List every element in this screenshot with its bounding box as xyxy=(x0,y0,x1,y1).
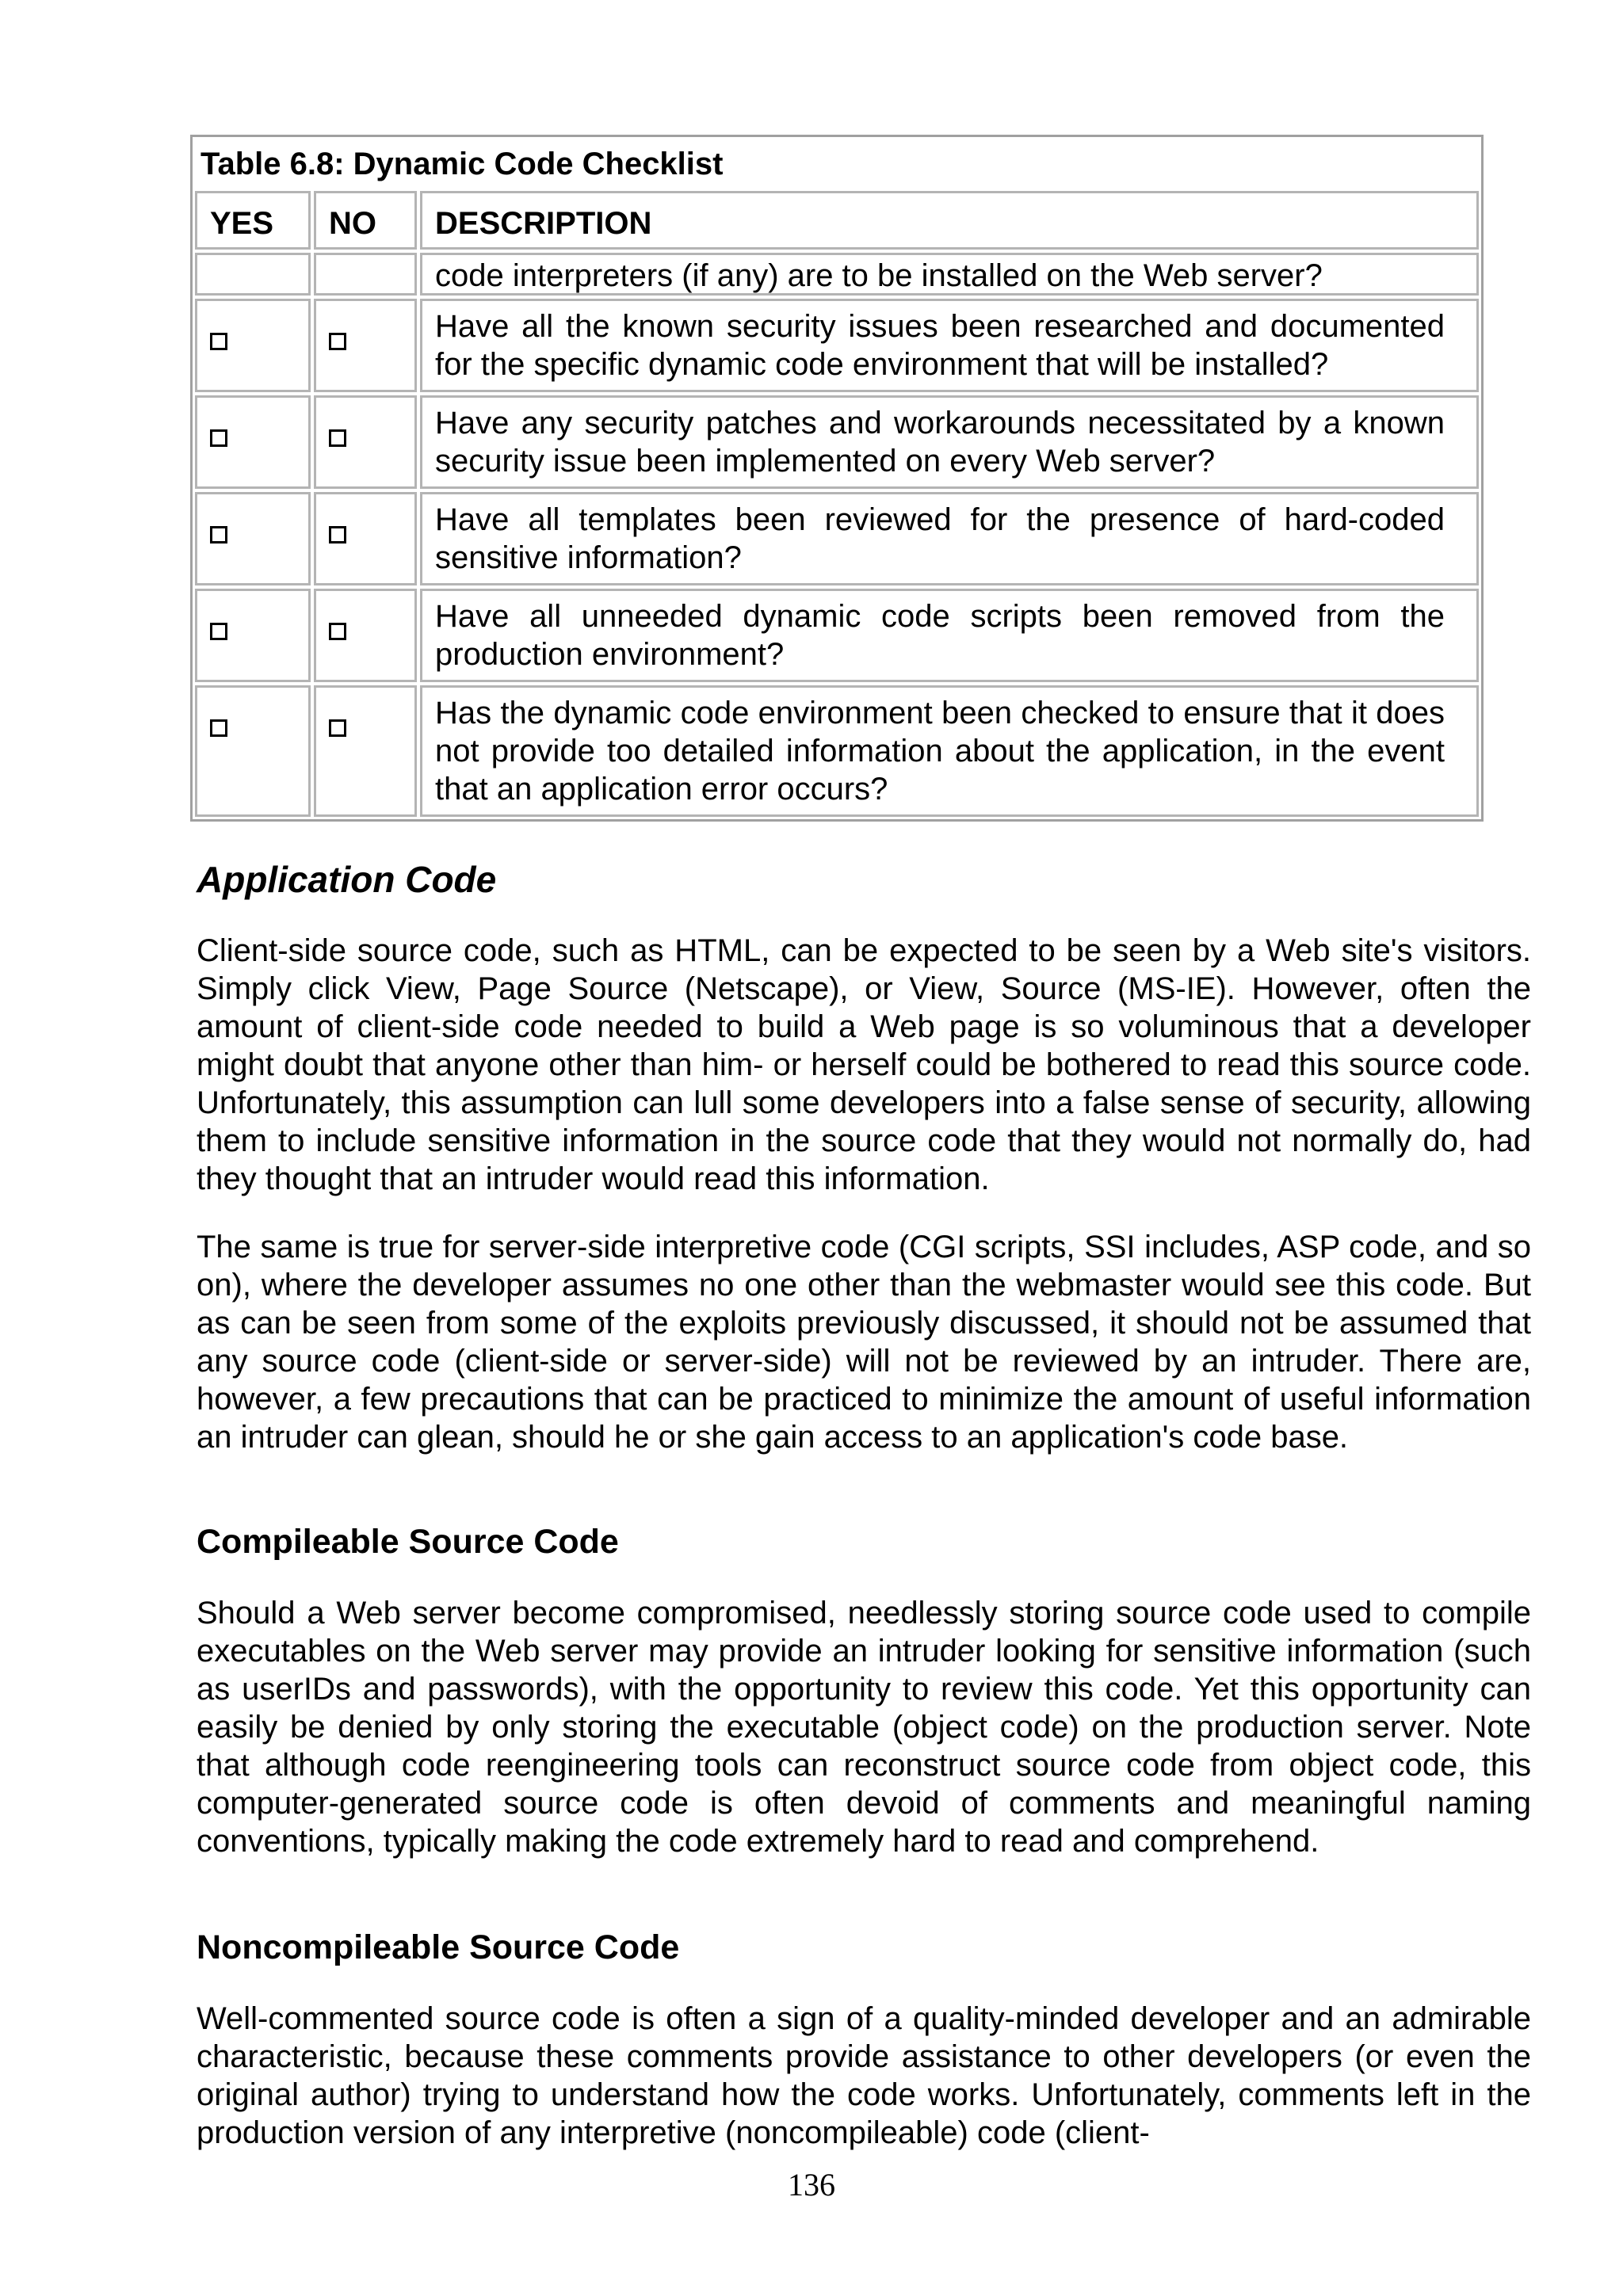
paragraph-noncompileable: Well-commented source code is often a sign of a quality-minded developer and an admirable characteristic, because these comments provide assistance to other developers (or even the original author) trying to understand how the code works. Unfortunately, comments left in the production version of any interpretive (noncompileable) code (client- xyxy=(197,2001,1531,2150)
description-cell xyxy=(420,299,1479,392)
description-text: code interpreters (if any) are to be installed on the Web server? xyxy=(435,258,1323,293)
no-checkbox[interactable] xyxy=(329,623,346,640)
table-row xyxy=(195,589,1479,682)
yes-checkbox[interactable] xyxy=(210,429,227,447)
yes-checkbox[interactable] xyxy=(210,526,227,543)
description-cell xyxy=(420,685,1479,817)
table-header-row xyxy=(195,191,1479,250)
yes-cell xyxy=(195,685,311,817)
no-checkbox[interactable] xyxy=(329,333,346,350)
paragraph-client-side-code: Client-side source code, such as HTML, can be expected to be seen by a Web site's visitors. Simply click View, Page Source (Netscape), or View, Source (MS-IE). However, often the amount of client-side code needed to build a Web page is so voluminous that a developer might doubt that anyone other than him- or herself could be bothered to read this source code. Unfortunately, this assumption can lull some developers into a false sense of security, allowing them to include sensitive information in the source code that they would not normally do, had they thought that an intruder would read this information. xyxy=(197,933,1531,1196)
paragraph-compileable: Should a Web server become compromised, needlessly storing source code used to compile executables on the Web server may provide an intruder looking for sensitive information (such as userIDs and passwords), with the opportunity to review this code. Yet this opportunity can easily be denied by only storing the executable (object code) on the production server. Note that although code reengineering tools can reconstruct source code from object code, this computer-generated source code is often devoid of comments and meaningful naming conventions, typically making the code extremely hard to read and comprehend. xyxy=(197,1596,1531,1859)
yes-checkbox[interactable] xyxy=(210,623,227,640)
section-heading-application-code: Application Code xyxy=(197,859,497,900)
page-number: 136 xyxy=(788,2167,835,2203)
yes-checkbox[interactable] xyxy=(210,719,227,737)
table-row-continuation xyxy=(195,253,1479,296)
description-text: Have all templates been reviewed for the presence of hard-coded sensitive information? xyxy=(435,502,1445,575)
description-text: Have all the known security issues been researched and documented for the specific dynamic code environment that will be installed? xyxy=(435,309,1445,382)
no-cell xyxy=(314,492,417,585)
dynamic-code-checklist-table xyxy=(190,135,1484,822)
no-checkbox[interactable] xyxy=(329,429,346,447)
paragraph-server-side-code: The same is true for server-side interpretive code (CGI scripts, SSI includes, ASP code, and so on), where the developer assumes no one other than the webmaster would see this code. But as can be seen from some of the exploits previously discussed, it should not be assumed that any source code (client-side or server-side) will not be reviewed by an intruder. There are, however, a few precautions that can be practiced to minimize the amount of useful information an intruder can glean, should he or she gain access to an application's code base. xyxy=(197,1230,1531,1455)
subheading-compileable-source-code: Compileable Source Code xyxy=(197,1523,619,1561)
header-yes: YES xyxy=(195,191,311,250)
yes-cell-empty xyxy=(195,253,311,296)
no-cell-empty xyxy=(314,253,417,296)
yes-cell xyxy=(195,299,311,392)
no-checkbox[interactable] xyxy=(329,719,346,737)
no-cell xyxy=(314,395,417,489)
no-cell xyxy=(314,299,417,392)
no-checkbox[interactable] xyxy=(329,526,346,543)
description-cell xyxy=(420,492,1479,585)
yes-checkbox[interactable] xyxy=(210,333,227,350)
description-cell xyxy=(420,589,1479,682)
description-cell xyxy=(420,395,1479,489)
description-text: Have any security patches and workarounds necessitated by a known security issue been implemented on every Web server? xyxy=(435,406,1445,479)
no-cell xyxy=(314,685,417,817)
description-cell xyxy=(420,253,1479,296)
table-row xyxy=(195,492,1479,585)
description-text: Has the dynamic code environment been checked to ensure that it does not provide too detailed information about the application, in the event that an application error occurs? xyxy=(435,696,1445,807)
table-row xyxy=(195,395,1479,489)
description-text: Have all unneeded dynamic code scripts been removed from the production environment? xyxy=(435,599,1445,672)
header-description: DESCRIPTION xyxy=(420,191,1479,250)
table-row xyxy=(195,685,1479,817)
subheading-noncompileable-source-code: Noncompileable Source Code xyxy=(197,1928,680,1966)
yes-cell xyxy=(195,492,311,585)
table-caption: Table 6.8: Dynamic Code Checklist xyxy=(200,147,724,181)
no-cell xyxy=(314,589,417,682)
table-grid xyxy=(193,191,1481,819)
yes-cell xyxy=(195,395,311,489)
yes-cell xyxy=(195,589,311,682)
header-no: NO xyxy=(314,191,417,250)
table-row xyxy=(195,299,1479,392)
